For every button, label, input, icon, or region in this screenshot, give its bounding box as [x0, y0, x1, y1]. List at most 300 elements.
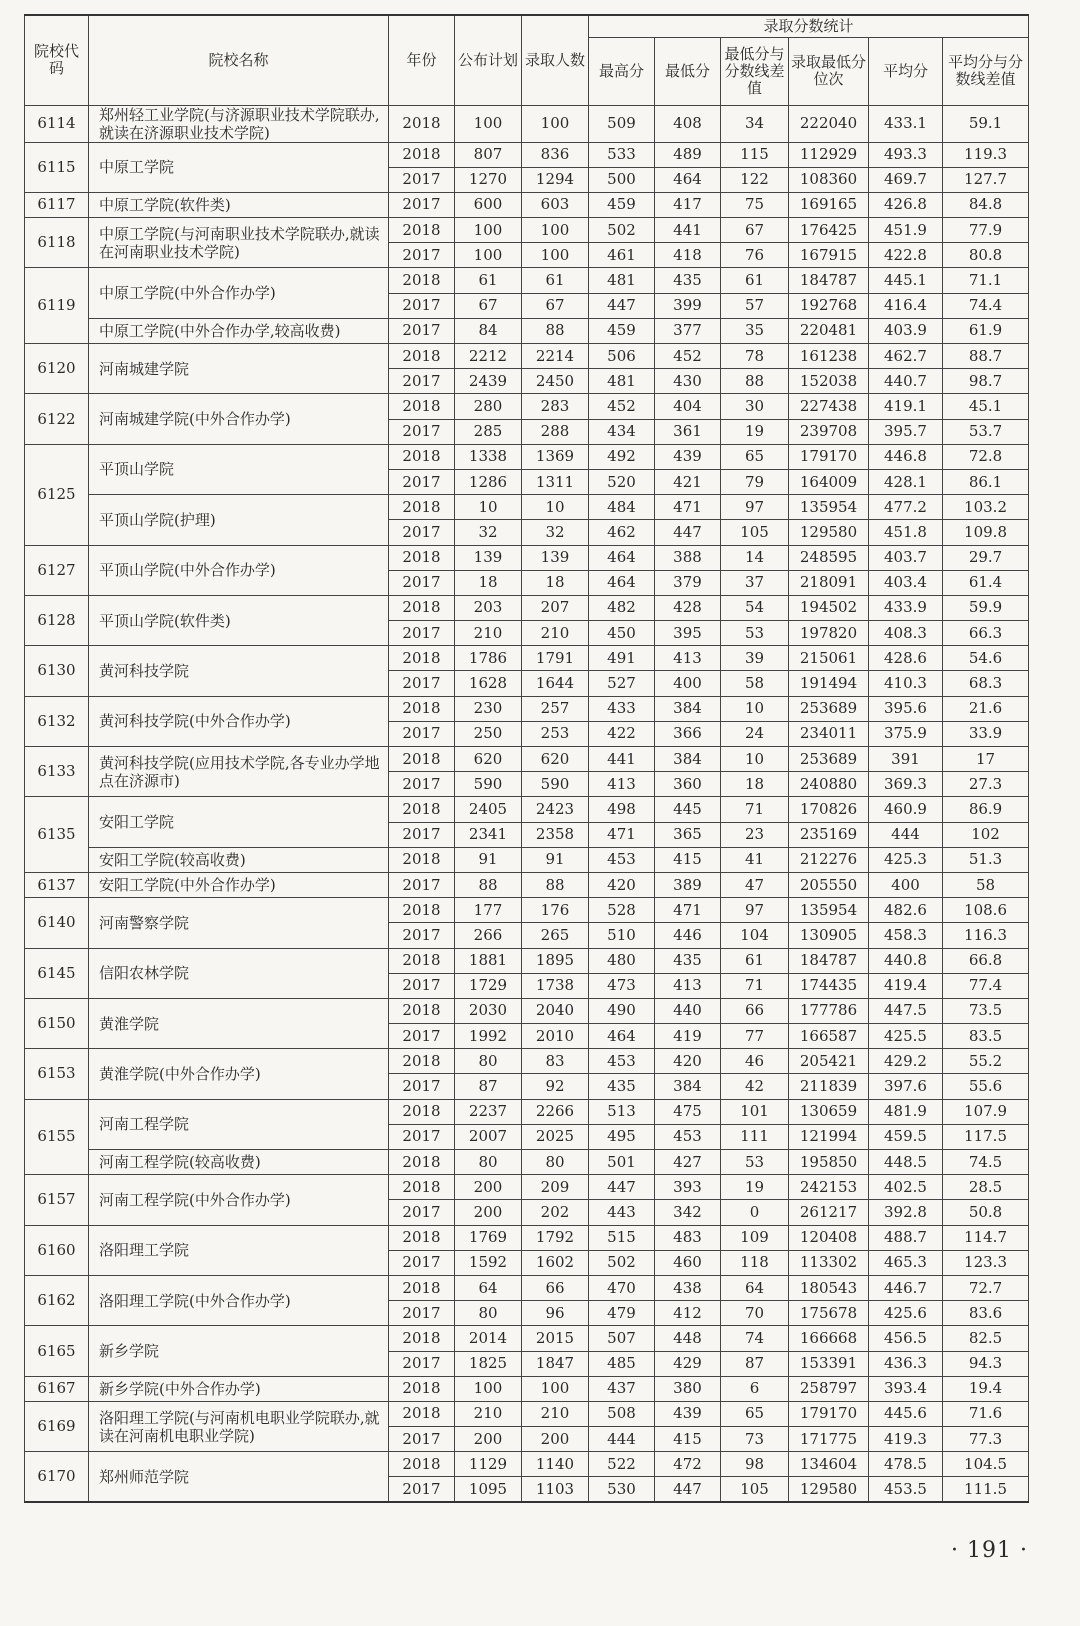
cell-admitted: 139	[522, 545, 589, 570]
cell-plan: 100	[455, 1376, 522, 1401]
cell-year: 2018	[389, 747, 455, 772]
cell-plan: 100	[455, 243, 522, 268]
cell-avg: 453.5	[869, 1477, 943, 1502]
cell-avg-diff: 27.3	[943, 772, 1029, 797]
cell-min: 483	[655, 1225, 721, 1250]
cell-year: 2017	[389, 1301, 455, 1326]
cell-min-diff: 65	[721, 444, 789, 469]
table-row	[25, 394, 1029, 419]
cell-plan: 200	[455, 1175, 522, 1200]
cell-avg: 448.5	[869, 1150, 943, 1175]
cell-max: 443	[589, 1200, 655, 1225]
cell-avg-diff: 59.1	[943, 105, 1029, 142]
cell-avg: 445.1	[869, 268, 943, 293]
cell-year: 2018	[389, 344, 455, 369]
cell-min-rank: 152038	[789, 369, 869, 394]
table-row	[25, 1452, 1029, 1477]
cell-min-diff: 104	[721, 923, 789, 948]
cell-max: 508	[589, 1401, 655, 1426]
cell-admitted: 2266	[522, 1099, 589, 1124]
table-row	[25, 797, 1029, 822]
cell-admitted: 257	[522, 696, 589, 721]
cell-avg-diff: 103.2	[943, 495, 1029, 520]
cell-year: 2018	[389, 218, 455, 243]
cell-avg-diff: 61.9	[943, 318, 1029, 343]
school-code: 6133	[25, 747, 89, 797]
cell-min-rank: 205421	[789, 1049, 869, 1074]
cell-min: 400	[655, 671, 721, 696]
cell-avg: 391	[869, 747, 943, 772]
cell-min-rank: 227438	[789, 394, 869, 419]
cell-min-diff: 34	[721, 105, 789, 142]
school-code: 6157	[25, 1175, 89, 1225]
cell-plan: 84	[455, 318, 522, 343]
cell-min: 404	[655, 394, 721, 419]
cell-avg-diff: 73.5	[943, 998, 1029, 1023]
cell-min-rank: 184787	[789, 268, 869, 293]
program-name: 安阳工学院(较高收费)	[89, 847, 389, 872]
cell-avg-diff: 53.7	[943, 419, 1029, 444]
cell-plan: 2405	[455, 797, 522, 822]
school-code: 6145	[25, 948, 89, 998]
school-code: 6130	[25, 646, 89, 696]
cell-avg-diff: 102	[943, 822, 1029, 847]
cell-max: 481	[589, 268, 655, 293]
cell-min: 452	[655, 344, 721, 369]
program-name: 黄河科技学院	[89, 646, 389, 696]
cell-min-diff: 76	[721, 243, 789, 268]
cell-plan: 87	[455, 1074, 522, 1099]
cell-max: 447	[589, 293, 655, 318]
cell-max: 506	[589, 344, 655, 369]
cell-min-diff: 97	[721, 495, 789, 520]
cell-avg: 416.4	[869, 293, 943, 318]
cell-max: 441	[589, 747, 655, 772]
program-name: 黄河科技学院(应用技术学院,各专业办学地点在济源市)	[89, 747, 389, 797]
cell-avg: 419.4	[869, 973, 943, 998]
cell-year: 2018	[389, 1376, 455, 1401]
cell-plan: 100	[455, 105, 522, 142]
cell-admitted: 2358	[522, 822, 589, 847]
cell-max: 422	[589, 721, 655, 746]
cell-min-rank: 135954	[789, 495, 869, 520]
cell-admitted: 1847	[522, 1351, 589, 1376]
cell-plan: 2007	[455, 1124, 522, 1149]
cell-year: 2018	[389, 142, 455, 167]
cell-max: 447	[589, 1175, 655, 1200]
cell-min-diff: 71	[721, 797, 789, 822]
table-row	[25, 142, 1029, 167]
header-plan: 公布计划	[455, 15, 522, 105]
cell-admitted: 80	[522, 1150, 589, 1175]
cell-min-diff: 46	[721, 1049, 789, 1074]
cell-min-rank: 170826	[789, 797, 869, 822]
cell-min: 489	[655, 142, 721, 167]
cell-min: 377	[655, 318, 721, 343]
cell-avg: 403.9	[869, 318, 943, 343]
table-row	[25, 1099, 1029, 1124]
admission-score-table	[24, 14, 1029, 1503]
cell-avg: 488.7	[869, 1225, 943, 1250]
cell-avg: 425.6	[869, 1301, 943, 1326]
cell-max: 507	[589, 1326, 655, 1351]
table-row	[25, 318, 1029, 343]
cell-min: 379	[655, 570, 721, 595]
cell-min-rank: 134604	[789, 1452, 869, 1477]
cell-avg: 447.5	[869, 998, 943, 1023]
cell-avg-diff: 86.9	[943, 797, 1029, 822]
cell-min-rank: 129580	[789, 520, 869, 545]
cell-year: 2017	[389, 318, 455, 343]
cell-year: 2017	[389, 1427, 455, 1452]
school-code: 6137	[25, 872, 89, 897]
cell-min: 446	[655, 923, 721, 948]
school-code: 6150	[25, 998, 89, 1048]
cell-admitted: 265	[522, 923, 589, 948]
table-row	[25, 1401, 1029, 1426]
cell-avg: 403.4	[869, 570, 943, 595]
cell-year: 2018	[389, 545, 455, 570]
cell-admitted: 10	[522, 495, 589, 520]
cell-min: 393	[655, 1175, 721, 1200]
cell-avg: 425.3	[869, 847, 943, 872]
cell-avg-diff: 84.8	[943, 192, 1029, 217]
cell-max: 495	[589, 1124, 655, 1149]
cell-admitted: 1103	[522, 1477, 589, 1502]
cell-min-diff: 64	[721, 1275, 789, 1300]
cell-min-rank: 108360	[789, 167, 869, 192]
cell-max: 444	[589, 1427, 655, 1452]
cell-year: 2018	[389, 797, 455, 822]
table-row	[25, 344, 1029, 369]
cell-min-diff: 97	[721, 898, 789, 923]
cell-avg: 392.8	[869, 1200, 943, 1225]
cell-min-diff: 37	[721, 570, 789, 595]
cell-min-rank: 194502	[789, 595, 869, 620]
cell-min-rank: 175678	[789, 1301, 869, 1326]
cell-min-diff: 35	[721, 318, 789, 343]
cell-max: 461	[589, 243, 655, 268]
program-name: 平顶山学院	[89, 444, 389, 494]
cell-admitted: 2450	[522, 369, 589, 394]
cell-min: 445	[655, 797, 721, 822]
cell-min-diff: 58	[721, 671, 789, 696]
cell-admitted: 620	[522, 747, 589, 772]
cell-year: 2018	[389, 595, 455, 620]
cell-year: 2018	[389, 898, 455, 923]
cell-max: 490	[589, 998, 655, 1023]
cell-plan: 2014	[455, 1326, 522, 1351]
cell-max: 485	[589, 1351, 655, 1376]
cell-avg-diff: 117.5	[943, 1124, 1029, 1149]
cell-avg: 426.8	[869, 192, 943, 217]
cell-avg: 446.8	[869, 444, 943, 469]
school-code: 6165	[25, 1326, 89, 1376]
cell-min-rank: 240880	[789, 772, 869, 797]
cell-plan: 590	[455, 772, 522, 797]
cell-min-diff: 23	[721, 822, 789, 847]
cell-min: 471	[655, 898, 721, 923]
cell-avg-diff: 58	[943, 872, 1029, 897]
cell-admitted: 1895	[522, 948, 589, 973]
program-name: 中原工学院	[89, 142, 389, 192]
cell-plan: 200	[455, 1200, 522, 1225]
school-code: 6135	[25, 797, 89, 873]
cell-year: 2017	[389, 1351, 455, 1376]
cell-min: 384	[655, 1074, 721, 1099]
cell-admitted: 66	[522, 1275, 589, 1300]
school-code: 6115	[25, 142, 89, 192]
cell-plan: 1992	[455, 1024, 522, 1049]
table-row	[25, 444, 1029, 469]
cell-plan: 64	[455, 1275, 522, 1300]
cell-max: 453	[589, 847, 655, 872]
cell-min-diff: 101	[721, 1099, 789, 1124]
table-body	[25, 105, 1029, 1502]
cell-year: 2018	[389, 1099, 455, 1124]
cell-year: 2018	[389, 1049, 455, 1074]
cell-admitted: 210	[522, 1401, 589, 1426]
cell-plan: 139	[455, 545, 522, 570]
cell-min: 439	[655, 1401, 721, 1426]
cell-min-rank: 177786	[789, 998, 869, 1023]
cell-avg: 436.3	[869, 1351, 943, 1376]
cell-year: 2018	[389, 394, 455, 419]
cell-avg-diff: 77.9	[943, 218, 1029, 243]
cell-min: 413	[655, 646, 721, 671]
cell-avg-diff: 114.7	[943, 1225, 1029, 1250]
school-code: 6125	[25, 444, 89, 545]
table-row	[25, 747, 1029, 772]
cell-avg-diff: 72.7	[943, 1275, 1029, 1300]
school-code: 6155	[25, 1099, 89, 1175]
program-name: 河南工程学院(中外合作办学)	[89, 1175, 389, 1225]
cell-min-diff: 42	[721, 1074, 789, 1099]
cell-avg-diff: 111.5	[943, 1477, 1029, 1502]
table-row	[25, 1376, 1029, 1401]
cell-min-rank: 130905	[789, 923, 869, 948]
cell-min: 435	[655, 948, 721, 973]
cell-min-diff: 54	[721, 595, 789, 620]
cell-avg: 493.3	[869, 142, 943, 167]
cell-year: 2018	[389, 998, 455, 1023]
table-row	[25, 696, 1029, 721]
table-row	[25, 545, 1029, 570]
table-row	[25, 1175, 1029, 1200]
cell-admitted: 67	[522, 293, 589, 318]
cell-admitted: 1140	[522, 1452, 589, 1477]
cell-min-diff: 61	[721, 948, 789, 973]
cell-avg-diff: 108.6	[943, 898, 1029, 923]
cell-avg-diff: 109.8	[943, 520, 1029, 545]
cell-max: 473	[589, 973, 655, 998]
cell-year: 2017	[389, 1074, 455, 1099]
cell-max: 522	[589, 1452, 655, 1477]
cell-max: 501	[589, 1150, 655, 1175]
cell-min: 427	[655, 1150, 721, 1175]
cell-min-rank: 242153	[789, 1175, 869, 1200]
cell-min-diff: 10	[721, 696, 789, 721]
cell-plan: 80	[455, 1150, 522, 1175]
cell-min: 419	[655, 1024, 721, 1049]
school-code: 6169	[25, 1401, 89, 1451]
cell-plan: 200	[455, 1427, 522, 1452]
cell-year: 2017	[389, 973, 455, 998]
cell-avg-diff: 55.6	[943, 1074, 1029, 1099]
cell-min-rank: 222040	[789, 105, 869, 142]
cell-min-diff: 61	[721, 268, 789, 293]
table-row	[25, 948, 1029, 973]
cell-admitted: 91	[522, 847, 589, 872]
cell-year: 2017	[389, 520, 455, 545]
program-name: 河南工程学院	[89, 1099, 389, 1149]
cell-admitted: 1791	[522, 646, 589, 671]
cell-year: 2017	[389, 167, 455, 192]
cell-avg-diff: 116.3	[943, 923, 1029, 948]
cell-avg: 375.9	[869, 721, 943, 746]
cell-year: 2017	[389, 419, 455, 444]
cell-min-diff: 75	[721, 192, 789, 217]
cell-year: 2017	[389, 570, 455, 595]
cell-avg: 428.6	[869, 646, 943, 671]
page-number: · 191 ·	[951, 1538, 1028, 1563]
cell-avg-diff: 119.3	[943, 142, 1029, 167]
cell-plan: 600	[455, 192, 522, 217]
cell-avg: 482.6	[869, 898, 943, 923]
cell-min: 389	[655, 872, 721, 897]
cell-plan: 18	[455, 570, 522, 595]
cell-min-diff: 66	[721, 998, 789, 1023]
cell-plan: 1786	[455, 646, 522, 671]
cell-year: 2018	[389, 495, 455, 520]
cell-avg: 456.5	[869, 1326, 943, 1351]
cell-min-diff: 111	[721, 1124, 789, 1149]
cell-plan: 100	[455, 218, 522, 243]
cell-avg: 393.4	[869, 1376, 943, 1401]
cell-min: 412	[655, 1301, 721, 1326]
cell-avg: 425.5	[869, 1024, 943, 1049]
cell-min-diff: 79	[721, 469, 789, 494]
cell-avg-diff: 77.3	[943, 1427, 1029, 1452]
cell-min-rank: 161238	[789, 344, 869, 369]
cell-min-rank: 166587	[789, 1024, 869, 1049]
cell-avg-diff: 19.4	[943, 1376, 1029, 1401]
table-row	[25, 646, 1029, 671]
cell-avg: 433.9	[869, 595, 943, 620]
cell-year: 2018	[389, 1326, 455, 1351]
cell-min: 471	[655, 495, 721, 520]
cell-max: 462	[589, 520, 655, 545]
cell-min: 421	[655, 469, 721, 494]
cell-min: 472	[655, 1452, 721, 1477]
cell-min: 384	[655, 696, 721, 721]
cell-plan: 285	[455, 419, 522, 444]
cell-avg: 460.9	[869, 797, 943, 822]
cell-year: 2018	[389, 696, 455, 721]
cell-admitted: 83	[522, 1049, 589, 1074]
cell-plan: 2341	[455, 822, 522, 847]
cell-avg-diff: 71.6	[943, 1401, 1029, 1426]
cell-max: 484	[589, 495, 655, 520]
cell-min-rank: 234011	[789, 721, 869, 746]
school-code: 6114	[25, 105, 89, 142]
cell-avg-diff: 80.8	[943, 243, 1029, 268]
cell-min: 464	[655, 167, 721, 192]
cell-min-rank: 258797	[789, 1376, 869, 1401]
program-name: 平顶山学院(软件类)	[89, 595, 389, 645]
cell-avg-diff: 74.5	[943, 1150, 1029, 1175]
cell-min-rank: 129580	[789, 1477, 869, 1502]
cell-admitted: 1311	[522, 469, 589, 494]
cell-min-diff: 53	[721, 1150, 789, 1175]
cell-max: 459	[589, 318, 655, 343]
header-min-rank: 录取最低分位次	[789, 37, 869, 105]
cell-admitted: 61	[522, 268, 589, 293]
program-name: 洛阳理工学院(中外合作办学)	[89, 1275, 389, 1325]
cell-plan: 177	[455, 898, 522, 923]
cell-min-rank: 253689	[789, 696, 869, 721]
program-name: 新乡学院	[89, 1326, 389, 1376]
cell-admitted: 253	[522, 721, 589, 746]
cell-min-rank: 239708	[789, 419, 869, 444]
cell-max: 450	[589, 621, 655, 646]
cell-min-rank: 179170	[789, 444, 869, 469]
cell-min: 418	[655, 243, 721, 268]
cell-avg-diff: 88.7	[943, 344, 1029, 369]
cell-max: 481	[589, 369, 655, 394]
cell-plan: 88	[455, 872, 522, 897]
school-code: 6162	[25, 1275, 89, 1325]
cell-min: 429	[655, 1351, 721, 1376]
cell-year: 2017	[389, 1200, 455, 1225]
cell-min-rank: 253689	[789, 747, 869, 772]
program-name: 洛阳理工学院(与河南机电职业学院联办,就读在河南机电职业学院)	[89, 1401, 389, 1451]
cell-min-diff: 14	[721, 545, 789, 570]
cell-min-rank: 211839	[789, 1074, 869, 1099]
cell-max: 500	[589, 167, 655, 192]
cell-year: 2018	[389, 1452, 455, 1477]
cell-avg-diff: 72.8	[943, 444, 1029, 469]
header-code: 院校代码	[25, 15, 89, 105]
cell-admitted: 207	[522, 595, 589, 620]
cell-min-diff: 122	[721, 167, 789, 192]
cell-plan: 1729	[455, 973, 522, 998]
table-row	[25, 192, 1029, 217]
cell-admitted: 2040	[522, 998, 589, 1023]
cell-avg-diff: 71.1	[943, 268, 1029, 293]
cell-plan: 2030	[455, 998, 522, 1023]
cell-max: 510	[589, 923, 655, 948]
cell-avg-diff: 86.1	[943, 469, 1029, 494]
cell-min-diff: 105	[721, 1477, 789, 1502]
school-code: 6140	[25, 898, 89, 948]
cell-avg: 408.3	[869, 621, 943, 646]
cell-avg: 410.3	[869, 671, 943, 696]
cell-min-diff: 71	[721, 973, 789, 998]
cell-avg-diff: 123.3	[943, 1250, 1029, 1275]
cell-min: 430	[655, 369, 721, 394]
cell-min: 448	[655, 1326, 721, 1351]
cell-avg-diff: 98.7	[943, 369, 1029, 394]
cell-min-rank: 192768	[789, 293, 869, 318]
cell-min-rank: 135954	[789, 898, 869, 923]
cell-min-rank: 174435	[789, 973, 869, 998]
cell-min-diff: 53	[721, 621, 789, 646]
cell-min-diff: 115	[721, 142, 789, 167]
cell-year: 2017	[389, 1124, 455, 1149]
cell-avg: 451.9	[869, 218, 943, 243]
cell-plan: 1769	[455, 1225, 522, 1250]
